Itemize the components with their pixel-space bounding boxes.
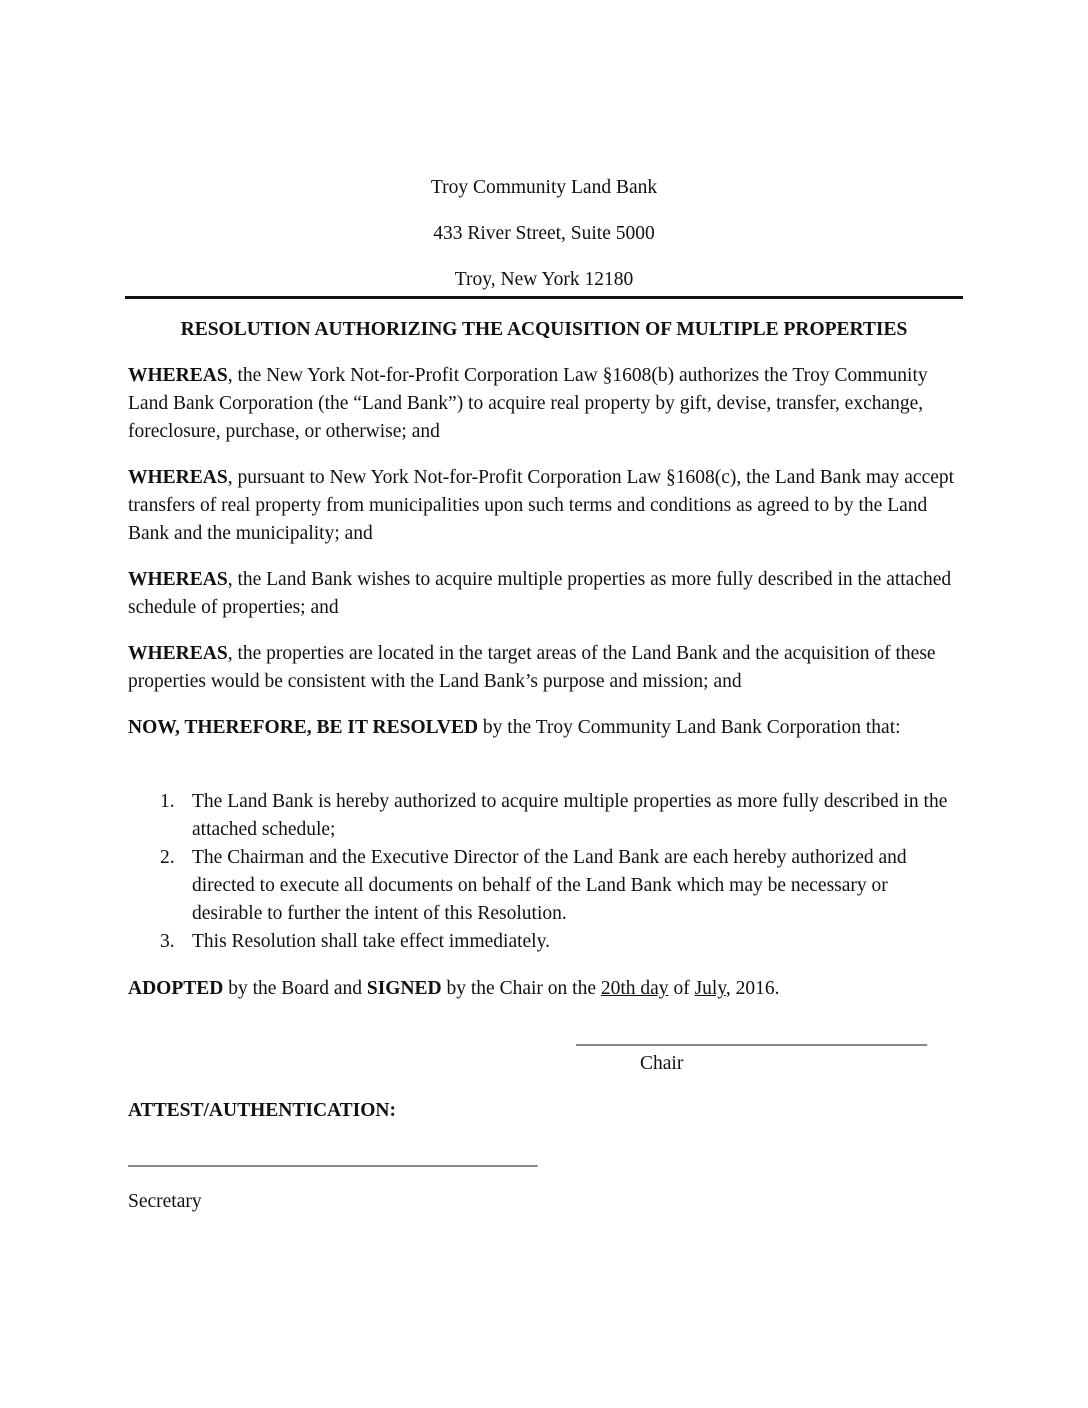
adopted-day: 20th day [600, 978, 669, 999]
item-number: 3. [160, 931, 175, 952]
item-text: This Resolution shall take effect immediately. [192, 931, 550, 952]
header-divider [125, 296, 963, 299]
item-text: The Chairman and the Executive Director of the Land Bank are each hereby authorized and directed to execute all documents on behalf of the Land Bank which may be necessary or desirable to further the intent of this Resolution. [192, 847, 907, 924]
attest-heading: ATTEST/AUTHENTICATION: [128, 1100, 397, 1121]
list-item [160, 844, 960, 928]
resolved-text: by the Troy Community Land Bank Corporation that: [478, 717, 901, 738]
whereas-lead: WHEREAS [128, 365, 228, 386]
whereas-text: , the properties are located in the target areas of the Land Bank and the acquisition of these properties would be consistent with the Land Bank’s purpose and mission; and [128, 643, 936, 692]
whereas-text: , the Land Bank wishes to acquire multiple properties as more fully described in the attached schedule of properties; and [128, 569, 952, 618]
org-name: Troy Community Land Bank [430, 177, 658, 198]
secretary-label: Secretary [128, 1191, 202, 1212]
whereas-lead: WHEREAS [128, 569, 228, 590]
adopted-lead: ADOPTED [128, 978, 224, 999]
adopted-text: , 2016. [725, 978, 780, 999]
adopted-text: by the Board and [223, 978, 367, 999]
whereas-text: , the New York Not-for-Profit Corporation Law §1608(b) authorizes the Troy Community Land Bank Corporation (the “Land Bank”) to acquire real property by gift, devise, transfer, exchange, foreclosure, purchase, or otherwise; and [128, 365, 928, 442]
whereas-paragraph-3 [128, 566, 964, 622]
item-number: 2. [160, 847, 175, 868]
secretary-signature-line: __________________________________________ [128, 1148, 538, 1169]
signed-lead: SIGNED [366, 978, 442, 999]
item-text: The Land Bank is hereby authorized to acquire multiple properties as more fully described in the attached schedule; [192, 791, 948, 840]
chair-signature-line: ____________________________________ [576, 1027, 927, 1048]
adopted-text: of [668, 978, 695, 999]
resolution-items [160, 788, 960, 956]
whereas-paragraph-2 [128, 464, 964, 548]
resolved-lead: NOW, THEREFORE, BE IT RESOLVED [128, 717, 479, 738]
org-city: Troy, New York 12180 [454, 269, 634, 290]
item-number: 1. [160, 791, 175, 812]
adopted-paragraph [128, 975, 964, 1003]
resolved-paragraph [128, 714, 964, 742]
whereas-paragraph-4 [128, 640, 964, 696]
adopted-month: July [694, 978, 726, 999]
whereas-lead: WHEREAS [128, 643, 228, 664]
org-address: 433 River Street, Suite 5000 [433, 223, 655, 244]
adopted-text: by the Chair on the [441, 978, 601, 999]
resolution-title: RESOLUTION AUTHORIZING THE ACQUISITION OF MULTIPLE PROPERTIES [180, 319, 908, 340]
whereas-text: , pursuant to New York Not-for-Profit Corporation Law §1608(c), the Land Bank may accept transfers of real property from municipalities upon such terms and conditions as agreed to by the Land Bank and the municipality; and [128, 467, 955, 544]
whereas-paragraph-1 [128, 362, 964, 446]
whereas-lead: WHEREAS [128, 467, 228, 488]
chair-label: Chair [640, 1053, 684, 1074]
list-item [160, 928, 960, 956]
list-item [160, 788, 960, 844]
